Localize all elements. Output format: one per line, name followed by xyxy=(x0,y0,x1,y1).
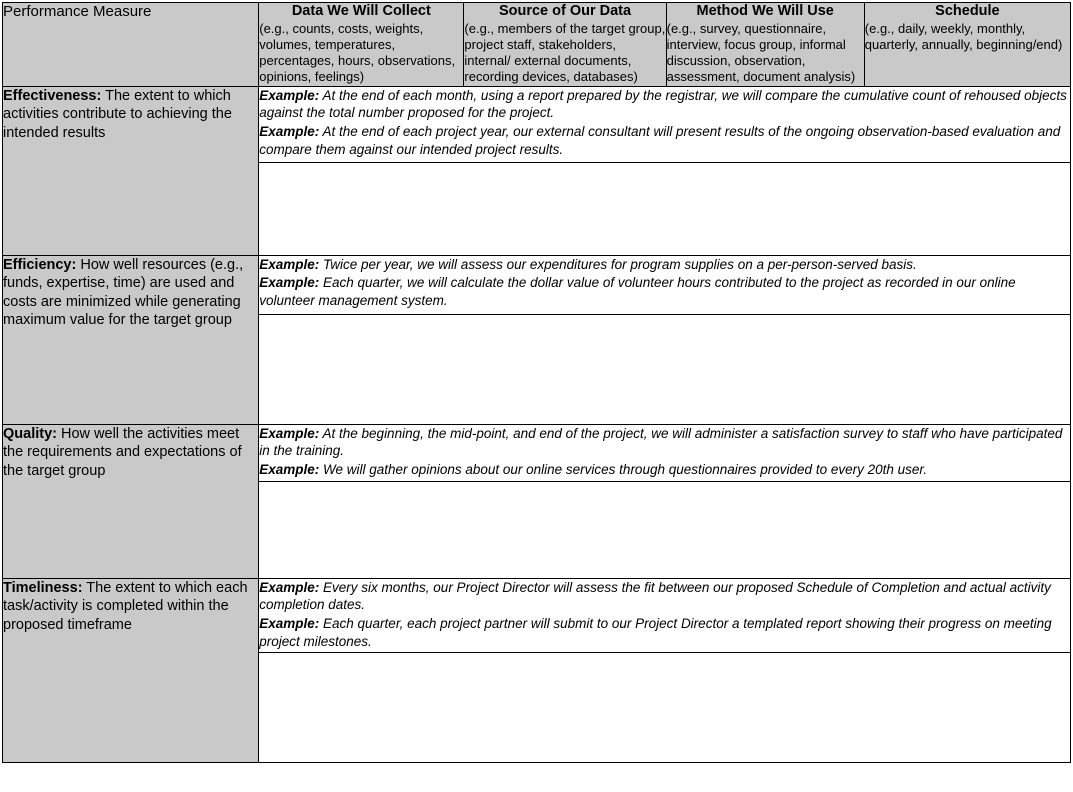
measure-cell-effectiveness xyxy=(3,86,259,255)
blank-entry-cell-timeliness[interactable] xyxy=(259,652,1071,762)
examples-cell-quality[interactable] xyxy=(259,424,1071,481)
example-text: At the beginning, the mid-point, and end of the project, we will administer a satisfaction survey to staff who have participated in the training. xyxy=(259,425,1063,459)
measure-cell-quality xyxy=(3,424,259,578)
performance-measure-table xyxy=(2,2,1071,763)
measure-name: Effectiveness: xyxy=(3,87,102,104)
measure-cell-efficiency xyxy=(3,255,259,424)
example-line xyxy=(259,274,1070,310)
example-text: Every six months, our Project Director will assess the fit between our proposed Schedule of Completion and actual activity completion dates. xyxy=(259,579,1051,613)
example-tag: Example: xyxy=(259,275,320,291)
measure-text xyxy=(3,425,258,481)
header-subtitle: (e.g., counts, costs, weights, volumes, temperatures, percentages, hours, observations, opinions, feelings) xyxy=(259,20,456,85)
measure-text xyxy=(3,87,258,143)
examples-cell-efficiency[interactable] xyxy=(259,255,1071,314)
measure-name: Timeliness: xyxy=(3,579,83,596)
example-tag: Example: xyxy=(259,616,320,632)
measure-cell-timeliness xyxy=(3,578,259,762)
header-title: Schedule xyxy=(935,3,1000,19)
examples-cell-effectiveness[interactable] xyxy=(259,86,1071,162)
header-schedule xyxy=(864,3,1070,87)
example-line xyxy=(259,461,1070,479)
header-subtitle: (e.g., members of the target group, project staff, stakeholders, internal/ external documents, recording devices, databases) xyxy=(464,20,666,85)
header-title: Method We Will Use xyxy=(696,3,834,19)
table-row xyxy=(3,86,1071,162)
example-tag: Example: xyxy=(259,87,320,103)
example-text: Each quarter, we will calculate the dollar value of volunteer hours contributed to the project as recorded in our online volunteer management system. xyxy=(259,275,1016,309)
measure-description: The extent to which activities contribute to achieving the intended results xyxy=(3,87,232,141)
blank-entry-cell-quality[interactable] xyxy=(259,481,1071,578)
example-line xyxy=(259,87,1070,123)
example-text: Twice per year, we will assess our expenditures for program supplies on a per-person-served basis. xyxy=(319,256,917,272)
example-tag: Example: xyxy=(259,462,320,478)
examples-cell-timeliness[interactable] xyxy=(259,578,1071,652)
example-text: At the end of each project year, our external consultant will present results of the ongoing observation-based evaluation and compare them against our intended project results. xyxy=(259,124,1061,158)
measure-description: How well resources (e.g., funds, expertise, time) are used and costs are minimized while generating maximum value for the target group xyxy=(3,256,244,329)
measure-name: Efficiency: xyxy=(3,256,77,273)
blank-entry-cell-effectiveness[interactable] xyxy=(259,162,1071,255)
table-row xyxy=(3,578,1071,652)
header-title: Data We Will Collect xyxy=(291,3,431,19)
table-row xyxy=(3,255,1071,314)
example-tag: Example: xyxy=(259,256,320,272)
example-tag: Example: xyxy=(259,425,320,441)
header-source-of-our-data xyxy=(464,3,666,87)
measure-text xyxy=(3,256,258,330)
example-line xyxy=(259,425,1070,461)
example-line xyxy=(259,256,1070,274)
measure-name: Quality: xyxy=(3,425,57,442)
example-text: At the end of each month, using a report prepared by the registrar, we will compare the cumulative count of rehoused objects against the total number proposed for the project. xyxy=(259,87,1067,121)
header-method-we-will-use xyxy=(666,3,864,87)
example-text: We will gather opinions about our online services through questionnaires provided to every 20th user. xyxy=(319,462,928,478)
example-line xyxy=(259,615,1070,651)
example-tag: Example: xyxy=(259,579,320,595)
header-data-we-will-collect xyxy=(259,3,464,87)
header-performance-measure-label: Performance Measure xyxy=(3,3,152,20)
measure-text xyxy=(3,579,258,635)
table-header-row xyxy=(3,3,1071,87)
example-line xyxy=(259,123,1070,159)
header-subtitle: (e.g., survey, questionnaire, interview, focus group, informal discussion, observation, assessment, document analysis) xyxy=(666,20,856,85)
measure-description: How well the activities meet the requirements and expectations of the target group xyxy=(3,425,242,479)
example-line xyxy=(259,579,1070,615)
header-title: Source of Our Data xyxy=(498,3,632,19)
header-subtitle: (e.g., daily, weekly, monthly, quarterly, annually, beginning/end) xyxy=(864,20,1063,52)
blank-entry-cell-efficiency[interactable] xyxy=(259,314,1071,424)
performance-measure-table-page xyxy=(0,2,1073,792)
example-text: Each quarter, each project partner will submit to our Project Director a templated report showing their progress on meeting project milestones. xyxy=(259,616,1052,650)
table-row xyxy=(3,424,1071,481)
measure-description: The extent to which each task/activity is completed within the proposed timeframe xyxy=(3,579,248,633)
example-tag: Example: xyxy=(259,124,320,140)
header-performance-measure xyxy=(3,3,259,87)
